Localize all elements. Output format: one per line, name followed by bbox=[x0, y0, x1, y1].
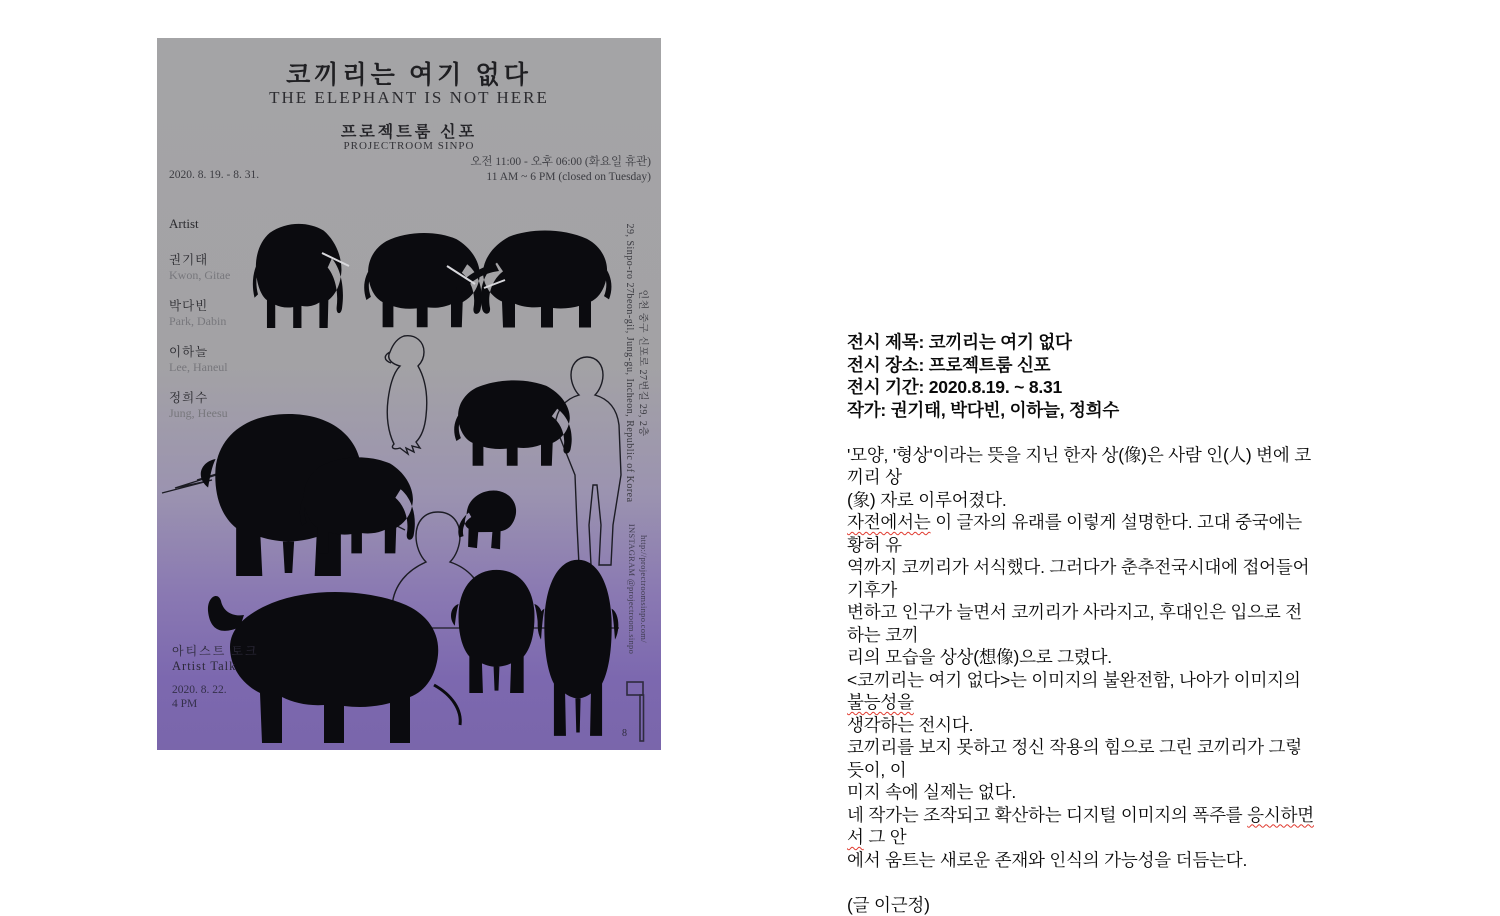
description-line: (象) 자로 이루어졌다. bbox=[847, 489, 1315, 512]
venue-address-english: 29, Sinpo-ro 27beon-gil, Jung-gu, Incheon, Republic of Korea bbox=[623, 218, 636, 508]
venue-address-korean: 인천 중구 신포로 27번길 29, 2층 bbox=[636, 218, 649, 508]
artist-label: Artist bbox=[169, 216, 230, 232]
description-line: 전시 장소: 프로젝트룸 신포 bbox=[847, 354, 1315, 377]
artist-entry bbox=[169, 388, 230, 421]
artist-name-romanized: Park, Dabin bbox=[169, 314, 230, 329]
artist-talk-english: Artist Talk bbox=[172, 659, 259, 674]
opening-hours-english: 11 AM ~ 6 PM (closed on Tuesday) bbox=[470, 170, 651, 185]
description-line: 네 작가는 조작되고 확산하는 디지털 이미지의 폭주를 응시하면서 그 안 bbox=[847, 804, 1315, 849]
venue-address bbox=[623, 218, 649, 508]
artist-name-korean: 이하늘 bbox=[169, 342, 230, 360]
artist-name-korean: 권기태 bbox=[169, 250, 230, 268]
artist-entry bbox=[169, 250, 230, 283]
elephant-silhouette-6 bbox=[454, 380, 572, 465]
description-line: 코끼리를 보지 못하고 정신 작용의 힘으로 그린 코끼리가 그렇듯이, 이 bbox=[847, 736, 1315, 781]
description-line: 미지 속에 실제는 없다. bbox=[847, 781, 1315, 804]
artist-entry bbox=[169, 342, 230, 375]
artist-list bbox=[169, 216, 230, 434]
exhibition-poster bbox=[157, 38, 661, 750]
elephant-silhouette-8 bbox=[538, 560, 619, 736]
poster-title-korean: 코끼리는 여기 없다 bbox=[157, 55, 661, 91]
artist-talk-time: 4 PM bbox=[172, 697, 259, 711]
misspelled-word: 응시하면서 bbox=[847, 805, 1314, 848]
description-line: 변하고 인구가 늘면서 코끼리가 사라지고, 후대인은 입으로 전하는 코끼 bbox=[847, 601, 1315, 646]
description-line: (글 이근정) bbox=[847, 894, 1315, 916]
standing-figure-outline bbox=[555, 357, 621, 565]
description-line: '모양, '형상'이라는 뜻을 지닌 한자 상(像)은 사람 인(人) 변에 코끼리 상 bbox=[847, 444, 1315, 489]
description-line bbox=[847, 421, 1315, 444]
exhibition-description bbox=[847, 331, 1315, 916]
logo-glyph: 8 bbox=[622, 728, 627, 739]
baby-elephant-silhouette bbox=[456, 486, 519, 553]
artist-entry bbox=[169, 296, 230, 329]
opening-hours-korean: 오전 11:00 - 오후 06:00 (화요일 휴관) bbox=[470, 155, 651, 170]
description-line: 전시 기간: 2020.8.19. ~ 8.31 bbox=[847, 376, 1315, 399]
website-url: http://projectroomsinpo.com/ bbox=[638, 514, 650, 664]
description-line bbox=[847, 871, 1315, 894]
exhibition-dates: 2020. 8. 19. - 8. 31. bbox=[169, 169, 259, 181]
description-line: 역까지 코끼리가 서식했다. 그러다가 춘추전국시대에 접어들어 기후가 bbox=[847, 556, 1315, 601]
misspelled-word: 불능성을 bbox=[847, 692, 914, 712]
instagram-handle: INSTAGRAM @projectroom.sinpo bbox=[626, 514, 638, 664]
artist-name-korean: 박다빈 bbox=[169, 296, 230, 314]
poster-venue-english: PROJECTROOM SINPO bbox=[157, 140, 661, 152]
artist-talk-korean: 아티스트 토크 bbox=[172, 642, 259, 659]
poster-links bbox=[626, 514, 650, 664]
artist-talk-date: 2020. 8. 22. bbox=[172, 683, 259, 697]
description-line: 자전에서는 이 글자의 유래를 이렇게 설명한다. 고대 중국에는 황허 유 bbox=[847, 511, 1315, 556]
misspelled-word: 자전에서는 bbox=[847, 512, 931, 532]
projectroom-logo bbox=[622, 682, 644, 741]
elephant-silhouette-7 bbox=[451, 570, 542, 693]
artist-name-korean: 정희수 bbox=[169, 388, 230, 406]
description-line: 에서 움트는 새로운 존재와 인식의 가능성을 더듬는다. bbox=[847, 849, 1315, 872]
poster-title-english: THE ELEPHANT IS NOT HERE bbox=[157, 88, 661, 108]
artist-talk-info bbox=[172, 642, 259, 711]
description-line: 작가: 권기태, 박다빈, 이하늘, 정희수 bbox=[847, 399, 1315, 422]
artist-name-romanized: Lee, Haneul bbox=[169, 360, 230, 375]
artist-name-romanized: Jung, Heesu bbox=[169, 406, 230, 421]
parrot-outline bbox=[385, 336, 426, 454]
description-line: 리의 모습을 상상(想像)으로 그렸다. bbox=[847, 646, 1315, 669]
elephant-silhouette-3 bbox=[457, 231, 612, 328]
elephant-silhouette-1 bbox=[253, 224, 343, 328]
description-line: 전시 제목: 코끼리는 여기 없다 bbox=[847, 331, 1315, 354]
opening-hours bbox=[470, 155, 651, 184]
artist-name-romanized: Kwon, Gitae bbox=[169, 268, 230, 283]
poster-venue-korean: 프로젝트룸 신포 bbox=[157, 119, 661, 142]
description-line: 생각하는 전시다. bbox=[847, 714, 1315, 737]
description-line: <코끼리는 여기 없다>는 이미지의 불완전함, 나아가 이미지의 불능성을 bbox=[847, 669, 1315, 714]
